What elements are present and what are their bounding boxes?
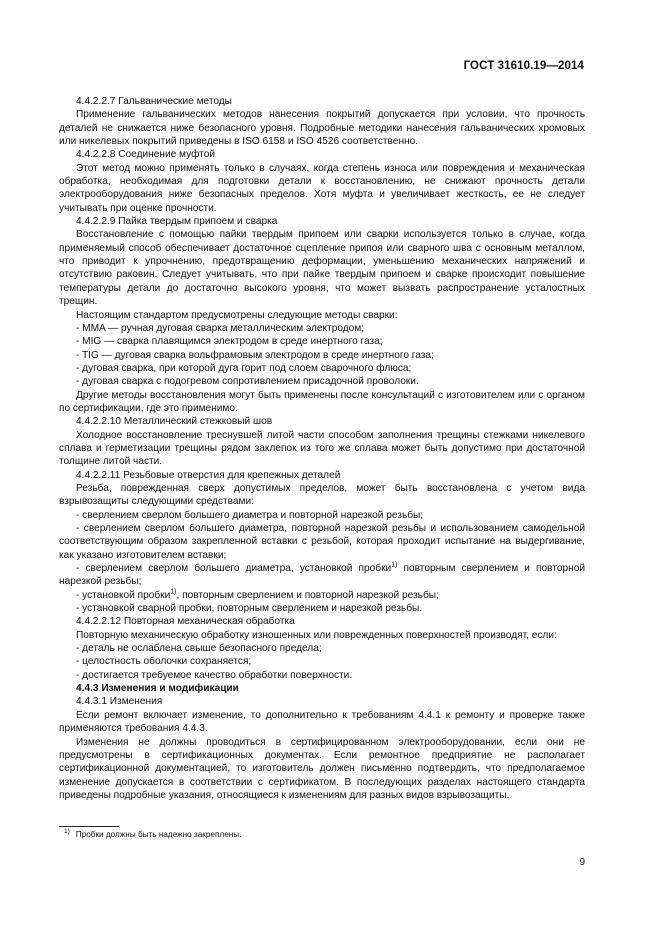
clause-heading: 4.4.2.2.9 Пайка твердым припоем и сварка [76, 216, 278, 228]
main-text [59, 95, 585, 802]
paragraph: Если ремонт включает изменение, то дополнительно к требованиям 4.4.1 к ремонту и проверке также применяются требования 4.4.3. [59, 709, 585, 735]
list-item: - сверлением сверлом большего диаметра, повторной нарезкой резьбы и использованием самодельной соответствующим образом закрепленной вставки с резьбой, которая проходит испытание на выдергивание, как указано изготовителем вставки; [59, 523, 585, 561]
list-item: - дуговая сварка с подогревом сопротивлением присадочной проволоки. [76, 376, 419, 388]
paragraph: Повторную механическую обработку изношенных или поврежденных поверхностей производят, если: [76, 629, 557, 641]
section-heading: 4.4.3 Изменения и модификации [76, 683, 239, 695]
paragraph: Настоящим стандартом предусмотрены следующие методы сварки: [76, 309, 398, 321]
list-item [59, 562, 585, 589]
list-item-text: , повторным сверлением и повторной нарезкой резьбы; [176, 589, 439, 601]
clause-heading: 4.4.3.1 Изменения [76, 696, 163, 708]
footnote-divider [59, 826, 119, 827]
footnote-marker: 1) [64, 828, 70, 836]
paragraph: Холодное восстановление треснувшей литой части способом заполнения трещины стежками никелевого сплава и герметизации трещины рядом заклепок из того же сплава может быть допустимо при достаточной толщине литой части. [59, 429, 585, 468]
page-number: 9 [579, 857, 585, 868]
paragraph: Изменения не должны проводиться в сертифицированном электрооборудовании, если они не предусмотрены в сертификационных документах. Если ремонтное предприятие не располагает сертификационной документацией, то изготовитель должен письменно подтвердить, что предполагаемое изменение допускается в соответствии с сертификатом. В последующих разделах настоящего стандарта приведены подробные указания, относящиеся к изменениям для разных видов взрывозащиты. [59, 736, 585, 801]
paragraph: Восстановление с помощью пайки твердым припоем или сварки используется только в случае, когда применяемый способ обеспечивает достаточное сцепление припоя или сварного шва с основным металлом, что приводит к упрочнению, предотвращению деформации, уменьшению механических напряжений и отсутствию раковин. Следует учитывать, что при пайке твердым припоем и сварке происходит повышение температуры детали до достаточно высокого уровня, что может вызвать распространение усталостных трещин. [59, 229, 585, 308]
list-item: - MIG — сварка плавящимся электродом в среде инертного газа; [76, 336, 383, 348]
paragraph: Резьба, поврежденная сверх допустимых пределов, может быть восстановлена с учетом вида взрывозащиты следующими средствами: [59, 482, 585, 508]
footnote-reference: 1) [391, 561, 398, 569]
footnote-reference: 1) [170, 588, 177, 596]
list-item: - достигается требуемое качество обработки поверхности. [76, 669, 353, 681]
list-item: - TIG — дуговая сварка вольфрамовым электродом в среде инертного газа; [76, 349, 434, 361]
clause-heading: 4.4.2.2.10 Металлический стежковый шов [76, 416, 273, 428]
clause-heading: 4.4.2.2.12 Повторная механическая обработка [76, 616, 295, 628]
paragraph: Этот метод можно применять только в случаях, когда степень износа или повреждения и механическая обработка, необходимая для подготовки детали к восстановлению, не снижают прочность детали электрооборудования ниже безопасных пределов. Хотя муфта и увеличивает жесткость, ее не следует учитывать при оценке прочности. [59, 162, 585, 214]
paragraph: Применение гальванических методов нанесения покрытий допускается при условии, что прочность деталей не снижается ниже безопасного уровня. Подробные методики нанесения гальванических хромовых или никелевых покрытий приведены в ISO 6158 и ISO 4526 соответственно. [59, 109, 585, 148]
list-item: - установкой сварной пробки, повторным сверлением и нарезкой резьбы. [76, 603, 423, 615]
document-header: ГОСТ 31610.19—2014 [463, 60, 584, 72]
list-item: - сверлением сверлом большего диаметра и повторной нарезкой резьбы; [76, 509, 424, 521]
list-item: - дуговая сварка, при которой дуга горит под слоем сварочного флюса; [76, 362, 412, 374]
list-item-text: - сверлением сверлом большего диаметра, установкой пробки [76, 563, 392, 575]
list-item: - деталь не ослаблена свыше безопасного предела; [76, 643, 322, 655]
list-item [59, 589, 585, 602]
footnote [64, 829, 241, 840]
list-item-text: - установкой пробки [76, 589, 171, 601]
footnote-text: Пробки должны быть надежно закреплены. [75, 830, 242, 839]
paragraph: Другие методы восстановления могут быть применены после консультаций с изготовителем или с органом по сертификации, где это применимо. [59, 389, 585, 414]
list-item-text: повторным сверлением и повторной нарезкой резьбы; [59, 563, 585, 588]
list-item: - целостность оболочки сохраняется; [76, 656, 252, 668]
clause-heading: 4.4.2.2.8 Соединение муфтой [76, 149, 215, 161]
list-item: - MMA — ручная дуговая сварка металлическим электродом; [76, 322, 365, 334]
clause-heading: 4.4.2.2.11 Резьбовые отверстия для крепежных деталей [76, 469, 341, 481]
clause-heading: 4.4.2.2.7 Гальванические методы [76, 96, 232, 107]
